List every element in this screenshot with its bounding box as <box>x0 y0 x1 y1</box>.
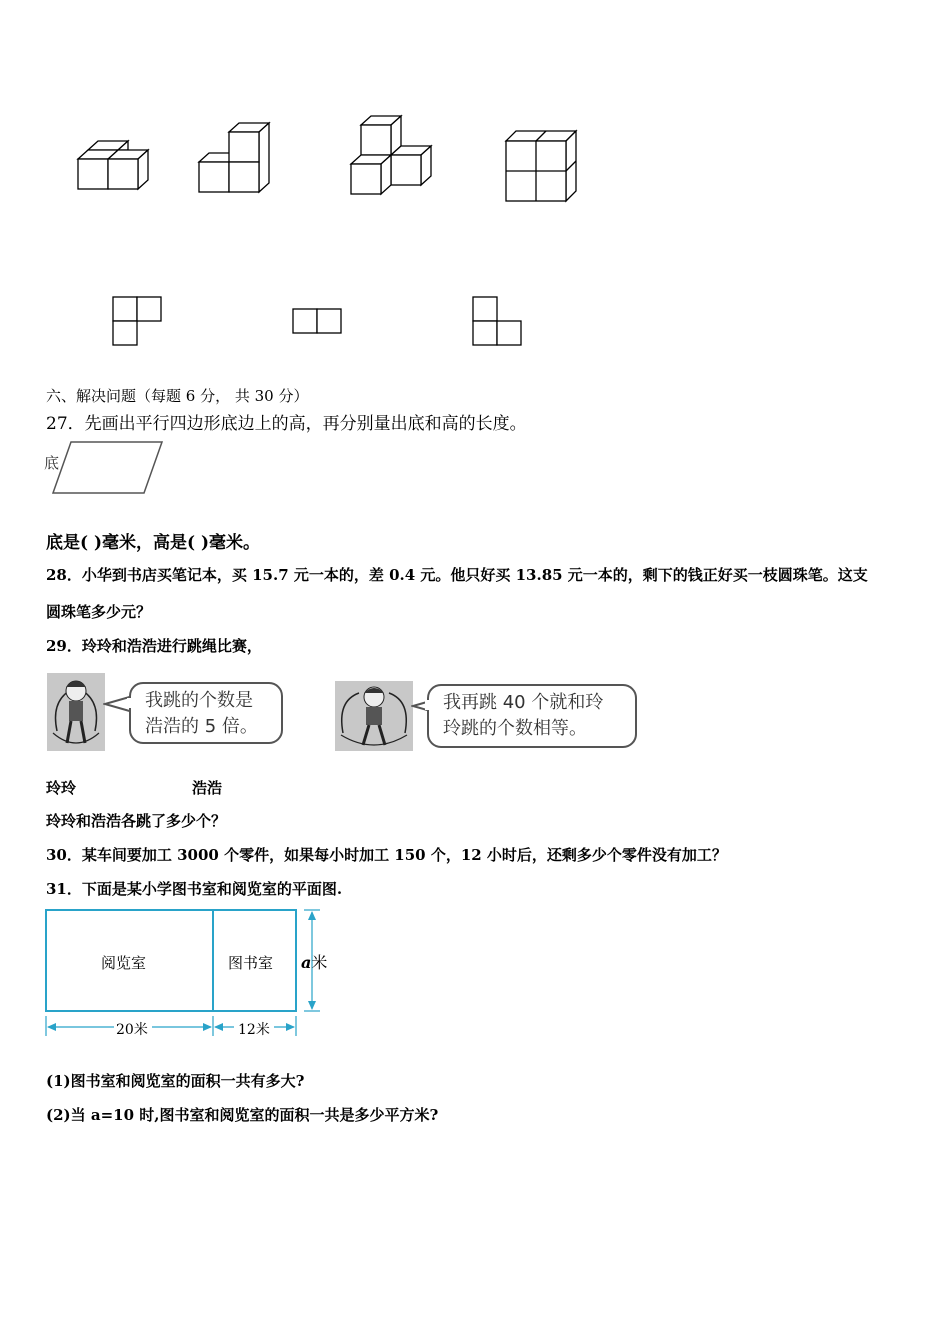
speech-bubble-2 <box>427 684 637 748</box>
q27-question: 27．先画出平行四边形底边上的高，再分别量出底和高的长度。 <box>46 414 527 434</box>
speech-bubble-1 <box>129 682 283 744</box>
q29-intro: 29．玲玲和浩浩进行跳绳比赛， <box>46 637 262 655</box>
bubble1-tail-cover <box>127 696 133 710</box>
cube-figure-1 <box>78 141 148 189</box>
q28-line2: 圆珠笔多少元？ <box>46 603 152 621</box>
cube-figure-3 <box>351 116 431 194</box>
q31-intro: 31．下面是某小学图书室和阅览室的平面图. <box>46 880 343 898</box>
bubble2-line1: 我再跳 40 个就和玲 <box>443 692 604 713</box>
height-unit: 米 <box>311 953 328 972</box>
room-reading: 阅览室 <box>101 954 147 972</box>
parallelogram-figure <box>44 438 174 500</box>
bubble2-line2: 玲跳的个数相等。 <box>443 718 587 739</box>
bubble2-tail-cover <box>425 698 431 712</box>
cube-figures <box>0 0 950 360</box>
bubble1-line1: 我跳的个数是 <box>145 690 253 711</box>
q31-sub2: (2)当 a=10 时,图书室和阅览室的面积一共是多少平方米? <box>46 1106 439 1124</box>
name-haohao: 浩浩 <box>192 779 223 797</box>
cube-figure-4 <box>506 131 576 201</box>
bubble1-line2: 浩浩的 5 倍。 <box>145 716 258 737</box>
width-20: 20米 <box>116 1022 148 1038</box>
q28-line1: 28．小华到书店买笔记本，买 15.7 元一本的，差 0.4 元。他只好买 13.85 元一本的，剩下的钱正好买一枝圆珠笔。这支 <box>46 566 868 584</box>
boy-jumping-rope-image <box>335 681 413 751</box>
q30-question: 30．某车间要加工 3000 个零件，如果每小时加工 150 个，12 小时后，还剩多少个零件没有加工？ <box>46 846 727 864</box>
girl-jumping-rope-image <box>47 673 105 751</box>
view-3 <box>473 297 521 345</box>
name-lingling: 玲玲 <box>46 779 77 797</box>
floor-plan-diagram <box>40 902 340 1042</box>
section-title: 六、解决问题（每题 6 分， 共 30 分） <box>46 387 309 405</box>
height-label <box>301 950 327 973</box>
cube-figure-2 <box>199 123 269 192</box>
room-library: 图书室 <box>228 954 274 972</box>
view-2 <box>293 309 341 333</box>
width-12: 12米 <box>238 1022 270 1038</box>
q31-sub1: (1)图书室和阅览室的面积一共有多大? <box>46 1072 305 1090</box>
base-label: 底 <box>44 454 60 472</box>
q27-answer-line: 底是( )毫米，高是( )毫米。 <box>46 533 261 553</box>
view-1 <box>113 297 161 345</box>
q29-question: 玲玲和浩浩各跳了多少个？ <box>46 812 227 830</box>
height-variable: a <box>301 953 312 972</box>
